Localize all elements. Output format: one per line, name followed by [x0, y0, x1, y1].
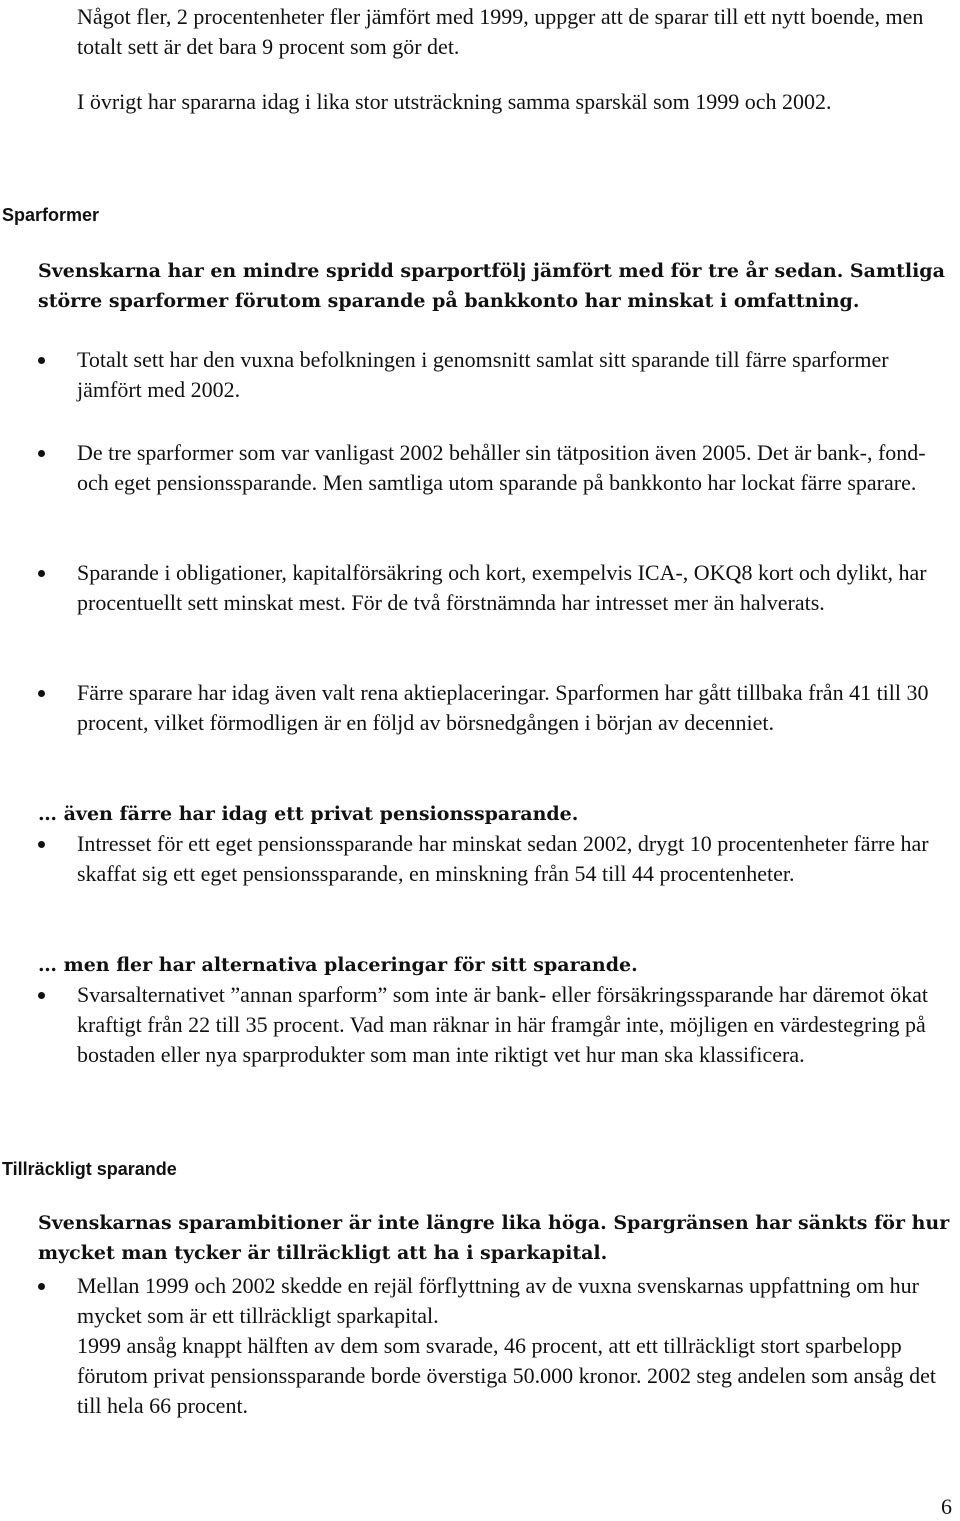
- sparformer-bullet-2: [0, 438, 950, 498]
- intro-paragraph-2: [77, 87, 950, 117]
- bullet-icon: [38, 841, 45, 848]
- bullet-icon: [38, 357, 45, 364]
- sparformer-bullet-4: [0, 678, 950, 738]
- tillrackligt-bullet: [0, 1271, 950, 1421]
- sparformer-alternativa-bullet: [0, 980, 950, 1070]
- bullet-icon: [38, 1283, 45, 1290]
- bullet-text: Mellan 1999 och 2002 skedde en rejäl förflyttning av de vuxna svenskarnas uppfattning om hur mycket som är ett tillräckligt sparkapital.: [77, 1273, 919, 1328]
- bullet-icon: [38, 570, 45, 577]
- bullet-text: Svarsalternativet ”annan sparform” som inte är bank- eller försäkringssparande har däremot ökat kraftigt från 22 till 35 procent. Vad man räknar in här framgår inte, möjligen en värdestegring på bostaden eller nya sparprodukter som man inte riktigt vet hur man ska klassificera.: [77, 982, 928, 1067]
- sparformer-pension-bullet: [0, 829, 950, 889]
- tillrackligt-lead: Svenskarnas sparambitioner är inte längre lika höga. Spargränsen har sänkts för hur mycket man tycker är tillräckligt att ha i sparkapital.: [38, 1212, 950, 1264]
- bullet-text: Intresset för ett eget pensionssparande har minskat sedan 2002, drygt 10 procentenheter färre har skaffat sig ett eget pensionssparande, en minskning från 54 till 44 procentenheter.: [77, 831, 929, 886]
- sparformer-subheading-pension: … även färre har idag ett privat pensionssparande.: [38, 803, 579, 825]
- bullet-text: De tre sparformer som var vanligast 2002 behåller sin tätposition även 2005. Det är bank-, fond- och eget pensionssparande. Men samtliga utom sparande på bankkonto har lockat färre sparare.: [77, 440, 926, 495]
- bullet-text: Sparande i obligationer, kapitalförsäkring och kort, exempelvis ICA-, OKQ8 kort och dylikt, har procentuellt sett minskat mest. För de två förstnämnda har intresset mer än halverats.: [77, 560, 927, 615]
- sparformer-subheading-alternativa: … men fler har alternativa placeringar för sitt sparande.: [38, 954, 638, 976]
- section-heading-tillrackligt: Tillräckligt sparande: [2, 1159, 177, 1179]
- intro-paragraph-2-text: I övrigt har spararna idag i lika stor utsträckning samma sparskäl som 1999 och 2002.: [77, 89, 832, 114]
- page-number: 6: [941, 1494, 952, 1519]
- bullet-continuation-text: 1999 ansåg knappt hälften av dem som svarade, 46 procent, att ett tillräckligt stort sparbelopp förutom privat pensionssparande borde överstiga 50.000 kronor. 2002 steg andelen som ansåg det till hela 66 procent.: [77, 1333, 937, 1418]
- sparformer-lead: Svenskarna har en mindre spridd sparportfölj jämfört med för tre år sedan. Samtliga större sparformer förutom sparande på bankkonto har minskat i omfattning.: [38, 260, 945, 312]
- sparformer-bullet-1: [0, 345, 950, 405]
- intro-paragraph-1-text: Något fler, 2 procentenheter fler jämfört med 1999, uppger att de sparar till ett nytt boende, men totalt sett är det bara 9 procent som gör det.: [77, 4, 924, 59]
- bullet-icon: [38, 992, 45, 999]
- sparformer-bullet-3: [0, 558, 950, 618]
- bullet-text: Totalt sett har den vuxna befolkningen i genomsnitt samlat sitt sparande till färre sparformer jämfört med 2002.: [77, 347, 889, 402]
- bullet-icon: [38, 690, 45, 697]
- bullet-icon: [38, 450, 45, 457]
- section-heading-sparformer: Sparformer: [2, 205, 100, 225]
- bullet-text: Färre sparare har idag även valt rena aktieplaceringar. Sparformen har gått tillbaka från 41 till 30 procent, vilket förmodligen är en följd av börsnedgången i början av decenniet.: [77, 680, 929, 735]
- intro-paragraph-1: [77, 2, 950, 62]
